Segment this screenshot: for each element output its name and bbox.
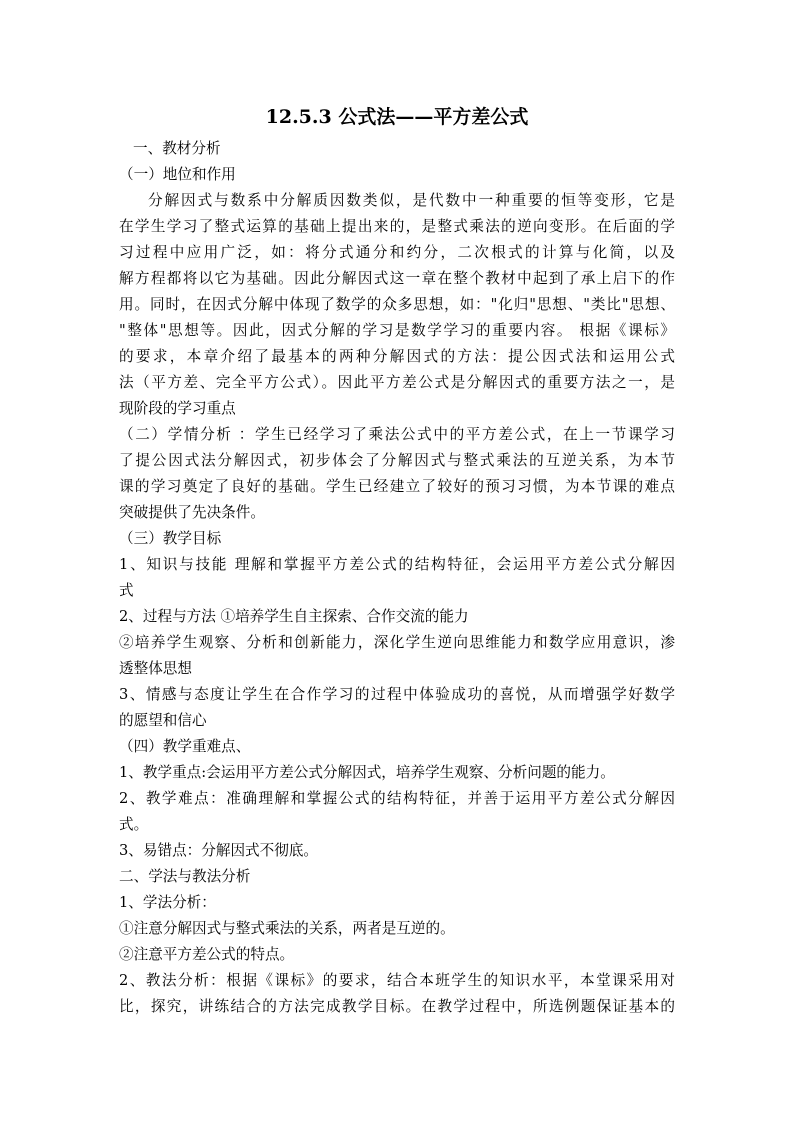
objective-line: 1、知识与技能 理解和掌握平方差公式的结构特征，会运用平方差公式分解因 xyxy=(119,556,675,573)
paragraph-line: "整体"思想等。因此，因式分解的学习是数学学习的重要内容。 根据《课标》 xyxy=(119,322,675,339)
paragraph-line: 的要求，本章介绍了最基本的两种分解因式的方法：提公因式法和运用公式 xyxy=(119,348,675,365)
objective-line: 3、情感与态度让学生在合作学习的过程中体验成功的喜悦，从而增强学好数学 xyxy=(119,686,675,703)
paragraph-line: 了提公因式法分解因式，初步体会了分解因式与整式乘法的互逆关系，为本节 xyxy=(119,452,675,469)
objective-line: ②培养学生观察、分析和创新能力，深化学生逆向思维能力和数学应用意识，渗 xyxy=(119,634,675,651)
paragraph-line: 在学生学习了整式运算的基础上提出来的，是整式乘法的逆向变形。在后面的学 xyxy=(119,218,675,235)
key-point-line: 2、教学难点：准确理解和掌握公式的结构特征，并善于运用平方差公式分解因 xyxy=(119,790,675,807)
objective-line: 2、过程与方法 ①培养学生自主探索、合作交流的能力 xyxy=(119,608,469,625)
subsection-heading-2: （二）学情分析 ：学生已经学习了乘法公式中的平方差公式，在上一节课学习 xyxy=(119,426,675,443)
objective-line: 式 xyxy=(119,582,134,599)
method-line: 比，探究，讲练结合的方法完成教学目标。在教学过程中，所选例题保证基本的 xyxy=(119,998,675,1015)
paragraph-line: 用。同时，在因式分解中体现了数学的众多思想，如："化归"思想、"类比"思想、 xyxy=(119,296,675,313)
paragraph-line: 法（平方差、完全平方公式）。因此平方差公式是分解因式的重要方法之一，是 xyxy=(119,374,675,391)
paragraph-line: 分解因式与数系中分解质因数类似，是代数中一种重要的恒等变形，它是 xyxy=(148,192,675,209)
paragraph-line: 现阶段的学习重点 xyxy=(119,400,236,417)
subsection-heading-4: （四）教学重难点、 xyxy=(119,738,251,755)
method-line: 1、学法分析： xyxy=(119,894,216,911)
paragraph-line: 解方程都将以它为基础。因此分解因式这一章在整个教材中起到了承上启下的作 xyxy=(119,270,675,287)
subsection-heading-3: （三）教学目标 xyxy=(119,530,222,547)
paragraph-line: 习过程中应用广泛，如：将分式通分和约分，二次根式的计算与化简，以及 xyxy=(119,244,675,261)
objective-line: 透整体思想 xyxy=(119,660,192,677)
method-line: ①注意分解因式与整式乘法的关系，两者是互逆的。 xyxy=(119,920,455,937)
paragraph-line: 课的学习奠定了良好的基础。学生已经建立了较好的预习习惯，为本节课的难点 xyxy=(119,478,675,495)
section-heading-2: 二、学法与教法分析 xyxy=(119,868,251,885)
document-title: 12.5.3 公式法——平方差公式 xyxy=(265,106,529,128)
key-point-line: 式。 xyxy=(119,816,149,833)
document-page xyxy=(119,100,675,1020)
method-line: ②注意平方差公式的特点。 xyxy=(119,946,295,963)
method-line: 2、教法分析：根据《课标》的要求，结合本班学生的知识水平，本堂课采用对 xyxy=(119,972,675,989)
paragraph-line: 突破提供了先决条件。 xyxy=(119,504,265,521)
objective-line: 的愿望和信心 xyxy=(119,712,207,729)
key-point-line: 3、易错点：分解因式不彻底。 xyxy=(119,842,319,859)
section-heading-1: 一、教材分析 xyxy=(133,140,221,157)
key-point-line: 1、教学重点:会运用平方差公式分解因式，培养学生观察、分析问题的能力。 xyxy=(119,764,615,781)
subsection-heading-1: （一）地位和作用 xyxy=(119,166,236,183)
